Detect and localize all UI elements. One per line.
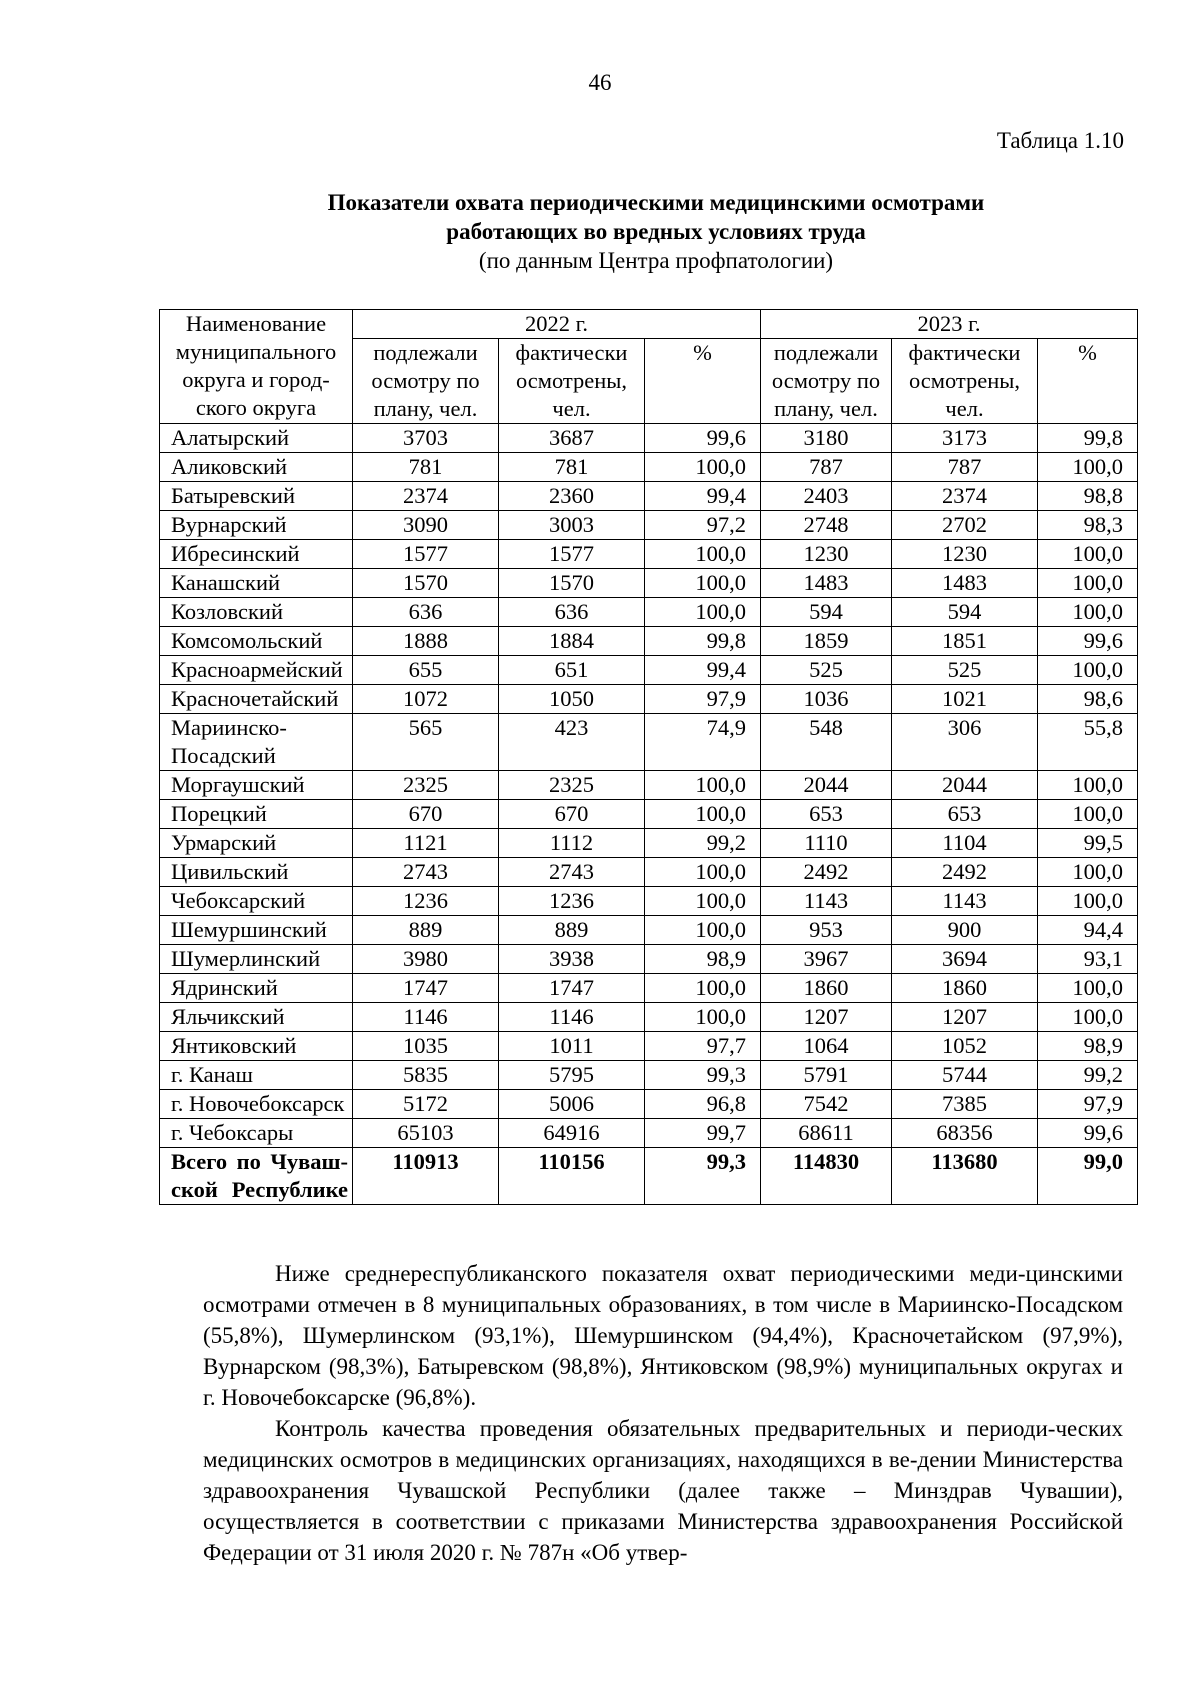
table-row [160,1032,1138,1061]
planned-2023-cell: 1064 [761,1032,892,1061]
district-name: Алатырский [160,424,353,453]
planned-2022-cell: 1236 [353,887,499,916]
percent-2023-cell: 99,8 [1038,424,1138,453]
planned-2023-cell: 1110 [761,829,892,858]
percent-2023-cell: 99,6 [1038,627,1138,656]
actual-2022-cell: 1236 [499,887,645,916]
table-label: Таблица 1.10 [996,128,1124,153]
table-row [160,887,1138,916]
table-row [160,540,1138,569]
district-name: Шемуршинский [160,916,353,945]
planned-2022-cell: 1121 [353,829,499,858]
header-planned-2023: подлежали осмотру по плану, чел. [761,339,892,424]
planned-2022-cell: 65103 [353,1119,499,1148]
percent-2022-cell: 100,0 [645,598,761,627]
table-row [160,714,1138,771]
percent-2023-cell: 100,0 [1038,771,1138,800]
percent-2022-cell: 100,0 [645,771,761,800]
table-row [160,916,1138,945]
actual-2022-cell: 1011 [499,1032,645,1061]
percent-2022-cell: 100,0 [645,453,761,482]
percent-2023-cell: 100,0 [1038,858,1138,887]
table-row [160,1003,1138,1032]
district-name: Мариинско-Посадский [160,714,353,771]
header-row-years [160,310,1138,339]
district-name: Канашский [160,569,353,598]
actual-2022-cell: 64916 [499,1119,645,1148]
percent-2023-cell: 99,6 [1038,1119,1138,1148]
percent-2022-cell: 100,0 [645,540,761,569]
table-row [160,685,1138,714]
percent-2023-cell: 55,8 [1038,714,1138,771]
actual-2023-cell: 1851 [892,627,1038,656]
actual-2023-cell: 113680 [892,1148,1038,1205]
planned-2023-cell: 3180 [761,424,892,453]
percent-2022-cell: 99,4 [645,482,761,511]
header-year-2023: 2023 г. [761,310,1138,339]
actual-2022-cell: 1884 [499,627,645,656]
planned-2023-cell: 1143 [761,887,892,916]
planned-2023-cell: 114830 [761,1148,892,1205]
planned-2023-cell: 3967 [761,945,892,974]
title-line-1: Показатели охвата периодическими медицинскими осмотрами [327,190,985,215]
percent-2022-cell: 99,6 [645,424,761,453]
actual-2023-cell: 7385 [892,1090,1038,1119]
planned-2022-cell: 110913 [353,1148,499,1205]
table-row [160,1090,1138,1119]
percent-2023-cell: 98,8 [1038,482,1138,511]
actual-2023-cell: 653 [892,800,1038,829]
header-actual-2023: фактически осмотрены, чел. [892,339,1038,424]
percent-2022-cell: 96,8 [645,1090,761,1119]
paragraph: Ниже среднереспубликанского показателя охват периодическими меди-цинскими осмотрами отмечен в 8 муниципальных образованиях, в том числе в Мариинско-Посадском (55,8%), Шумерлинском (93,1%), Шемуршинском (94,4%), Красночетайском (97,9%), Вурнарском (98,3%), Батыревском (98,8%), Янтиковском (98,9%) муниципальных округах и г. Новочебоксарске (96,8%). [203,1261,1123,1410]
percent-2022-cell: 99,3 [645,1061,761,1090]
actual-2022-cell: 651 [499,656,645,685]
planned-2023-cell: 525 [761,656,892,685]
percent-2023-cell: 100,0 [1038,453,1138,482]
percent-2023-cell: 99,2 [1038,1061,1138,1090]
actual-2023-cell: 68356 [892,1119,1038,1148]
planned-2022-cell: 5835 [353,1061,499,1090]
district-name: Козловский [160,598,353,627]
paragraph: Контроль качества проведения обязательных предварительных и периоди-ческих медицинских осмотров в медицинских организациях, находящихся в ве-дении Министерства здравоохранения Чувашской Республики (далее также – Минздрав Чувашии), осуществляется в соответствии с приказами Министерства здравоохранения Российской Федерации от 31 июля 2020 г. № 787н «Об утвер- [203,1416,1123,1565]
percent-2022-cell: 100,0 [645,916,761,945]
percent-2022-cell: 100,0 [645,569,761,598]
percent-2022-cell: 99,2 [645,829,761,858]
table-row [160,656,1138,685]
planned-2023-cell: 7542 [761,1090,892,1119]
title-subtitle: (по данным Центра профпатологии) [478,248,834,273]
coverage-table [159,309,1138,1205]
actual-2023-cell: 2492 [892,858,1038,887]
header-year-2022: 2022 г. [353,310,761,339]
actual-2023-cell: 525 [892,656,1038,685]
actual-2023-cell: 900 [892,916,1038,945]
actual-2023-cell: 1483 [892,569,1038,598]
planned-2023-cell: 1860 [761,974,892,1003]
table-row [160,974,1138,1003]
percent-2022-cell: 100,0 [645,858,761,887]
percent-2022-cell: 74,9 [645,714,761,771]
district-name: Порецкий [160,800,353,829]
actual-2023-cell: 1104 [892,829,1038,858]
actual-2023-cell: 594 [892,598,1038,627]
actual-2022-cell: 2325 [499,771,645,800]
planned-2023-cell: 653 [761,800,892,829]
actual-2022-cell: 3003 [499,511,645,540]
percent-2022-cell: 100,0 [645,1003,761,1032]
actual-2022-cell: 781 [499,453,645,482]
header-percent-2022: % [645,339,761,424]
percent-2023-cell: 100,0 [1038,569,1138,598]
actual-2022-cell: 1050 [499,685,645,714]
percent-2023-cell: 100,0 [1038,1003,1138,1032]
district-name: Комсомольский [160,627,353,656]
table-row [160,482,1138,511]
planned-2022-cell: 655 [353,656,499,685]
planned-2023-cell: 68611 [761,1119,892,1148]
actual-2022-cell: 670 [499,800,645,829]
actual-2022-cell: 3938 [499,945,645,974]
actual-2023-cell: 787 [892,453,1038,482]
actual-2022-cell: 110156 [499,1148,645,1205]
percent-2023-cell: 100,0 [1038,800,1138,829]
percent-2023-cell: 99,5 [1038,829,1138,858]
table-row [160,627,1138,656]
actual-2022-cell: 2743 [499,858,645,887]
actual-2023-cell: 2044 [892,771,1038,800]
percent-2022-cell: 97,2 [645,511,761,540]
district-name: Ибресинский [160,540,353,569]
district-name: Вурнарский [160,511,353,540]
percent-2023-cell: 93,1 [1038,945,1138,974]
percent-2023-cell: 97,9 [1038,1090,1138,1119]
planned-2023-cell: 5791 [761,1061,892,1090]
percent-2022-cell: 97,9 [645,685,761,714]
percent-2023-cell: 100,0 [1038,656,1138,685]
percent-2023-cell: 94,4 [1038,916,1138,945]
planned-2022-cell: 2374 [353,482,499,511]
district-name: Ядринский [160,974,353,1003]
percent-2023-cell: 98,6 [1038,685,1138,714]
district-name: г. Чебоксары [160,1119,353,1148]
table-row [160,424,1138,453]
percent-2022-cell: 99,8 [645,627,761,656]
actual-2023-cell: 3173 [892,424,1038,453]
actual-2023-cell: 2374 [892,482,1038,511]
planned-2022-cell: 565 [353,714,499,771]
planned-2022-cell: 3980 [353,945,499,974]
actual-2023-cell: 306 [892,714,1038,771]
percent-2023-cell: 100,0 [1038,598,1138,627]
actual-2023-cell: 1207 [892,1003,1038,1032]
planned-2022-cell: 1035 [353,1032,499,1061]
percent-2022-cell: 100,0 [645,887,761,916]
header-percent-2023: % [1038,339,1138,424]
percent-2022-cell: 97,7 [645,1032,761,1061]
header-name-col: Наименование муниципального округа и город-ского округа [160,310,353,424]
district-name: Чебоксарский [160,887,353,916]
planned-2022-cell: 781 [353,453,499,482]
district-name: Урмарский [160,829,353,858]
planned-2023-cell: 1859 [761,627,892,656]
header-actual-2022: фактически осмотрены, чел. [499,339,645,424]
table-title [160,188,1152,275]
percent-2023-cell: 98,9 [1038,1032,1138,1061]
actual-2023-cell: 2702 [892,511,1038,540]
planned-2023-cell: 548 [761,714,892,771]
actual-2022-cell: 423 [499,714,645,771]
district-name: Шумерлинский [160,945,353,974]
header-planned-2022: подлежали осмотру по плану, чел. [353,339,499,424]
actual-2022-cell: 5006 [499,1090,645,1119]
planned-2022-cell: 670 [353,800,499,829]
district-name: Батыревский [160,482,353,511]
table-row [160,453,1138,482]
planned-2022-cell: 1747 [353,974,499,1003]
title-line-2: работающих во вредных условиях труда [446,219,866,244]
body-text [203,1258,1123,1568]
table-total-row [160,1148,1138,1205]
table-row [160,511,1138,540]
actual-2022-cell: 1570 [499,569,645,598]
actual-2022-cell: 889 [499,916,645,945]
planned-2022-cell: 2743 [353,858,499,887]
percent-2023-cell: 99,0 [1038,1148,1138,1205]
planned-2023-cell: 594 [761,598,892,627]
actual-2022-cell: 1112 [499,829,645,858]
table-row [160,829,1138,858]
actual-2022-cell: 1577 [499,540,645,569]
district-name: г. Новочебоксарск [160,1090,353,1119]
district-name: Красночетайский [160,685,353,714]
percent-2023-cell: 100,0 [1038,540,1138,569]
planned-2022-cell: 636 [353,598,499,627]
percent-2022-cell: 99,4 [645,656,761,685]
actual-2023-cell: 1052 [892,1032,1038,1061]
planned-2023-cell: 1483 [761,569,892,598]
actual-2023-cell: 1230 [892,540,1038,569]
actual-2022-cell: 3687 [499,424,645,453]
actual-2022-cell: 1146 [499,1003,645,1032]
actual-2023-cell: 1143 [892,887,1038,916]
percent-2022-cell: 98,9 [645,945,761,974]
district-name: Моргаушский [160,771,353,800]
percent-2022-cell: 100,0 [645,974,761,1003]
district-name: Всего по Чуваш-ской Республике [160,1148,353,1205]
planned-2022-cell: 3703 [353,424,499,453]
percent-2023-cell: 98,3 [1038,511,1138,540]
table-row [160,771,1138,800]
table-row [160,569,1138,598]
planned-2023-cell: 1207 [761,1003,892,1032]
district-name: г. Канаш [160,1061,353,1090]
actual-2023-cell: 1860 [892,974,1038,1003]
table-row [160,800,1138,829]
district-name: Цивильский [160,858,353,887]
planned-2023-cell: 1036 [761,685,892,714]
table-row [160,945,1138,974]
district-name: Аликовский [160,453,353,482]
percent-2023-cell: 100,0 [1038,974,1138,1003]
planned-2023-cell: 2492 [761,858,892,887]
planned-2022-cell: 889 [353,916,499,945]
actual-2023-cell: 1021 [892,685,1038,714]
district-name: Яльчикский [160,1003,353,1032]
actual-2023-cell: 5744 [892,1061,1038,1090]
planned-2022-cell: 1072 [353,685,499,714]
percent-2022-cell: 99,7 [645,1119,761,1148]
actual-2022-cell: 1747 [499,974,645,1003]
planned-2022-cell: 5172 [353,1090,499,1119]
actual-2022-cell: 2360 [499,482,645,511]
planned-2022-cell: 1146 [353,1003,499,1032]
planned-2022-cell: 1570 [353,569,499,598]
planned-2022-cell: 2325 [353,771,499,800]
planned-2022-cell: 3090 [353,511,499,540]
planned-2023-cell: 953 [761,916,892,945]
percent-2022-cell: 99,3 [645,1148,761,1205]
actual-2022-cell: 636 [499,598,645,627]
table-row [160,1061,1138,1090]
district-name: Янтиковский [160,1032,353,1061]
table-row [160,858,1138,887]
district-name: Красноармейский [160,656,353,685]
planned-2023-cell: 1230 [761,540,892,569]
planned-2022-cell: 1888 [353,627,499,656]
actual-2022-cell: 5795 [499,1061,645,1090]
table-row [160,1119,1138,1148]
planned-2023-cell: 2748 [761,511,892,540]
table-row [160,598,1138,627]
percent-2023-cell: 100,0 [1038,887,1138,916]
table-body [160,424,1138,1205]
percent-2022-cell: 100,0 [645,800,761,829]
planned-2023-cell: 2044 [761,771,892,800]
planned-2022-cell: 1577 [353,540,499,569]
planned-2023-cell: 787 [761,453,892,482]
page-number: 46 [588,70,612,95]
planned-2023-cell: 2403 [761,482,892,511]
actual-2023-cell: 3694 [892,945,1038,974]
